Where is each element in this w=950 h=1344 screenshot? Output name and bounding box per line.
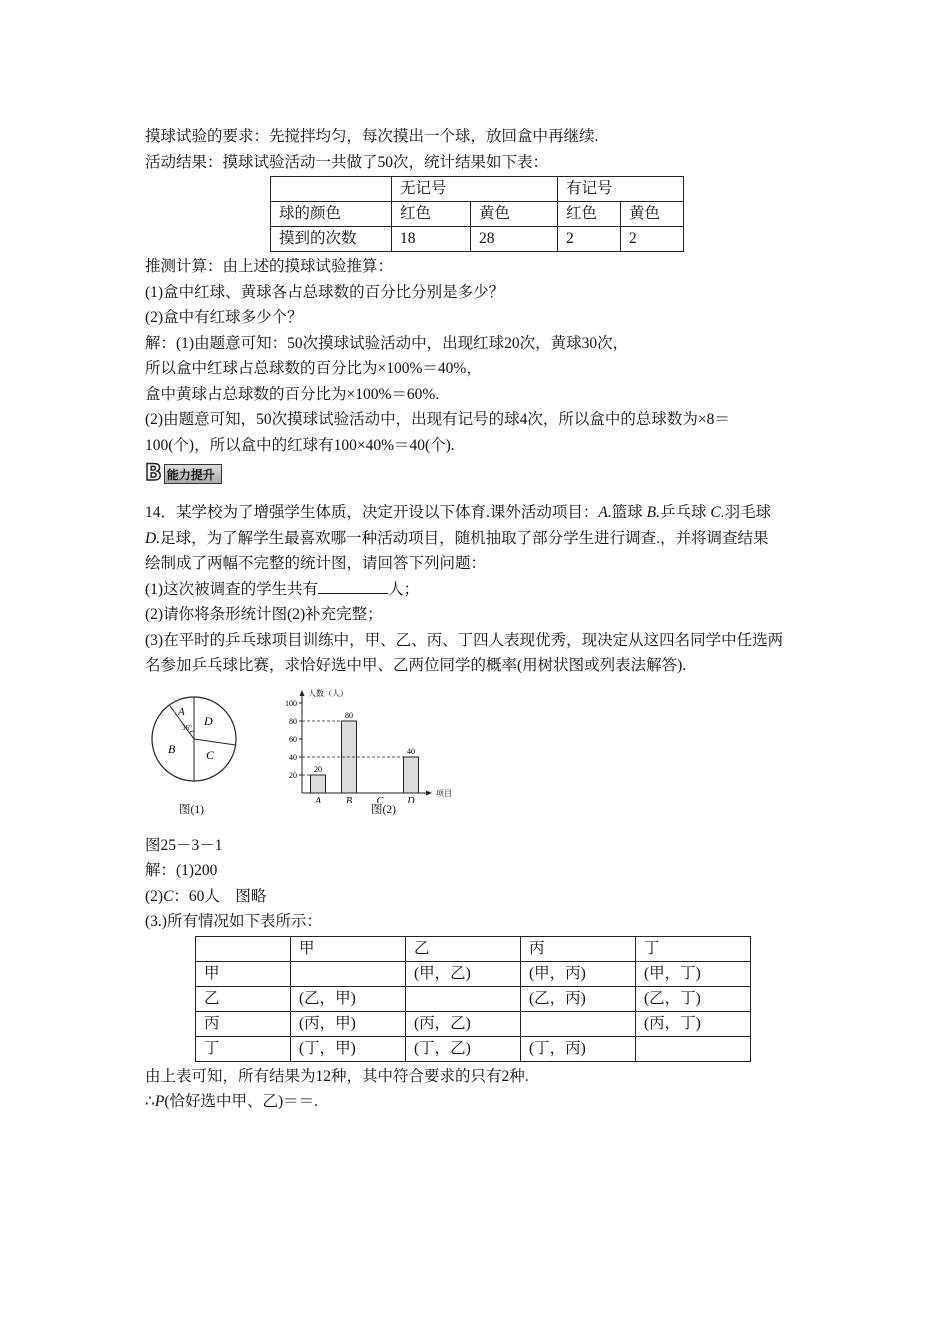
table-row (271, 227, 684, 252)
y-tick-label: 100 (285, 698, 297, 708)
table-cell: 无记号 (392, 177, 558, 202)
text-run: 14．某学校为了增强学生体质，决定开设以下体育.课外活动项目： (145, 504, 599, 521)
pie-label-b: B (168, 741, 176, 756)
table-row (271, 177, 684, 202)
table-cell: 2 (558, 227, 621, 252)
option-letter: D. (145, 529, 161, 547)
answer-1: 解：(1)200 (145, 862, 218, 879)
result-text: 活动结果：摸球试验活动一共做了50次，统计结果如下表： (145, 153, 549, 171)
pie-angle-label: 36° (182, 723, 192, 732)
option-letter: C. (710, 504, 725, 521)
conclusion-line: 由上表可知，所有结果为12种，其中符合要求的只有2种. (145, 1067, 529, 1085)
table-cell (196, 936, 291, 961)
problem-14-q1 (145, 577, 815, 603)
text-run: ：60人 图略 (173, 887, 267, 905)
table-cell: 球的颜色 (271, 202, 392, 227)
table-cell (406, 986, 521, 1011)
table-cell: (丙，甲) (291, 1011, 406, 1036)
results-table (270, 176, 684, 252)
table-cell (271, 177, 392, 202)
table-cell: (丙，丁) (636, 1011, 751, 1036)
table-cell: 乙 (196, 986, 291, 1011)
text-run: 足球，为了解学生最喜欢哪一种活动项目，随机抽取了部分学生进行调查.，并将调查结果 (160, 529, 769, 547)
y-tick-label: 40 (289, 752, 297, 762)
problem-14-line-3: 绘制成了两幅不完整的统计图，请回答下列问题： (145, 555, 487, 572)
solution-line: 解：(1)由题意可知：50次摸球试验活动中，出现红球20次，黄球30次， (145, 334, 629, 352)
table-cell: 丙 (521, 936, 636, 961)
therefore-symbol: ∴ (145, 1093, 155, 1110)
y-axis-arrow (300, 690, 305, 696)
pie-label-d: D (204, 713, 213, 728)
category-label: B (345, 795, 353, 803)
table-cell: 红色 (392, 202, 471, 227)
figures (145, 687, 815, 827)
option-letter: C (163, 887, 174, 905)
outcomes-table (195, 936, 751, 1062)
text-run: 人； (388, 580, 420, 598)
y-axis-label: 人数（人） (308, 688, 348, 698)
table-cell: (甲，丙) (521, 961, 636, 986)
table-cell: (丁，乙) (406, 1036, 521, 1061)
x-axis-label: 项目 (436, 788, 452, 798)
solution-line: 100(个)，所以盒中的红球有100×40%＝40(个). (145, 436, 455, 454)
problem-14-q3: 名参加乒乓球比赛，求恰好选中甲、乙两位同学的概率(用树状图或列表法解答). (145, 657, 687, 674)
question-2: (2)盒中有红球多少个？ (145, 309, 303, 326)
bar-a (311, 775, 326, 793)
figure-label: 图25－3－1 (145, 836, 223, 854)
table-cell (291, 961, 406, 986)
problem-14-q3: (3)在平时的乒乓球项目训练中，甲、乙、丙、丁四人表现优秀，现决定从这四名同学中任选两 (145, 631, 784, 649)
table-cell: 2 (621, 227, 684, 252)
pie-chart (148, 693, 248, 793)
section-badge (145, 460, 815, 488)
rule-text: 摸球试验的要求：先搅拌均匀，每次摸出一个球，放回盒中再继续. (145, 128, 599, 145)
solution-line: (2)由题意可知，50次摸球试验活动中，出现有记号的球4次，所以盒中的总球数为×8＝ (145, 411, 730, 428)
y-tick-label: 80 (289, 716, 297, 726)
probability-line (145, 1089, 815, 1115)
problem-14-line-2 (145, 526, 815, 552)
table-cell: (丁，甲) (291, 1036, 406, 1061)
table-row (196, 936, 751, 961)
table-cell: 乙 (406, 936, 521, 961)
text-run: 羽毛球 (724, 504, 772, 521)
table-cell: (乙，甲) (291, 986, 406, 1011)
table-cell: 摸到的次数 (271, 227, 392, 252)
table-cell: (乙，丁) (636, 986, 751, 1011)
text-run: 乒乓球 (659, 504, 711, 521)
option-letter: A. (598, 504, 612, 521)
category-label: A (314, 795, 322, 803)
bars-layer (285, 699, 419, 803)
table-row (196, 986, 751, 1011)
table-cell: 丁 (636, 936, 751, 961)
table-cell (636, 1036, 751, 1061)
answer-2 (145, 884, 815, 910)
table-cell: (甲，乙) (406, 961, 521, 986)
table-cell: 黄色 (471, 202, 558, 227)
solution-line: 所以盒中红球占总球数的百分比为×100%＝40%， (145, 360, 482, 377)
data-label: 40 (407, 746, 415, 756)
table-cell: 黄色 (621, 202, 684, 227)
text-run: (恰好选中甲、乙)＝＝. (164, 1093, 319, 1110)
table-cell: 28 (471, 227, 558, 252)
bar-chart (281, 687, 491, 803)
y-tick-label: 60 (289, 734, 297, 744)
category-label: D (407, 795, 415, 803)
y-tick-label: 20 (289, 770, 297, 780)
table-row (271, 202, 684, 227)
x-axis-arrow (426, 790, 432, 795)
badge-label: 能力提升 (164, 464, 222, 484)
table-cell: (丙，乙) (406, 1011, 521, 1036)
answer-3: (3.)所有情况如下表所示： (145, 913, 322, 930)
pie-divider (194, 739, 236, 745)
table-cell: 甲 (291, 936, 406, 961)
solution-line: 盒中黄球占总球数的百分比为×100%＝60%. (145, 385, 440, 403)
table-cell: 甲 (196, 961, 291, 986)
table-row (196, 1036, 751, 1061)
problem-14-line-1 (145, 500, 815, 526)
estimate-lead: 推测计算：由上述的摸球试验推算： (145, 258, 394, 275)
badge-letter: B (145, 461, 162, 486)
problem-14-q2: (2)请你将条形统计图(2)补充完整； (145, 606, 383, 623)
table-cell: (甲，丁) (636, 961, 751, 986)
table-cell (521, 1011, 636, 1036)
table-cell: (丁，丙) (521, 1036, 636, 1061)
table-row (196, 1011, 751, 1036)
table-cell: (乙，丙) (521, 986, 636, 1011)
table-cell: 丁 (196, 1036, 291, 1061)
option-letter: B. (646, 504, 660, 521)
table-cell: 有记号 (558, 177, 684, 202)
answer-blank (318, 579, 388, 594)
text-run: (2) (145, 887, 164, 905)
text-run: 篮球 (611, 504, 647, 521)
table-row (196, 961, 751, 986)
pie-caption: 图(1) (179, 803, 204, 816)
table-cell: 丙 (196, 1011, 291, 1036)
probability-symbol: P (154, 1093, 165, 1110)
data-label: 20 (314, 764, 322, 774)
data-label: 80 (345, 710, 353, 720)
question-1: (1)盒中红球、黄球各占总球数的百分比分别是多少？ (145, 283, 505, 301)
table-cell: 18 (392, 227, 471, 252)
pie-label-c: C (206, 747, 215, 762)
table-cell: 红色 (558, 202, 621, 227)
bar-d (404, 757, 419, 793)
category-label: C (376, 795, 384, 803)
document-page (145, 124, 815, 1115)
text-run: (1)这次被调查的学生共有 (145, 580, 319, 598)
bar-caption: 图(2) (371, 803, 396, 816)
pie-label-a: A (178, 705, 185, 718)
